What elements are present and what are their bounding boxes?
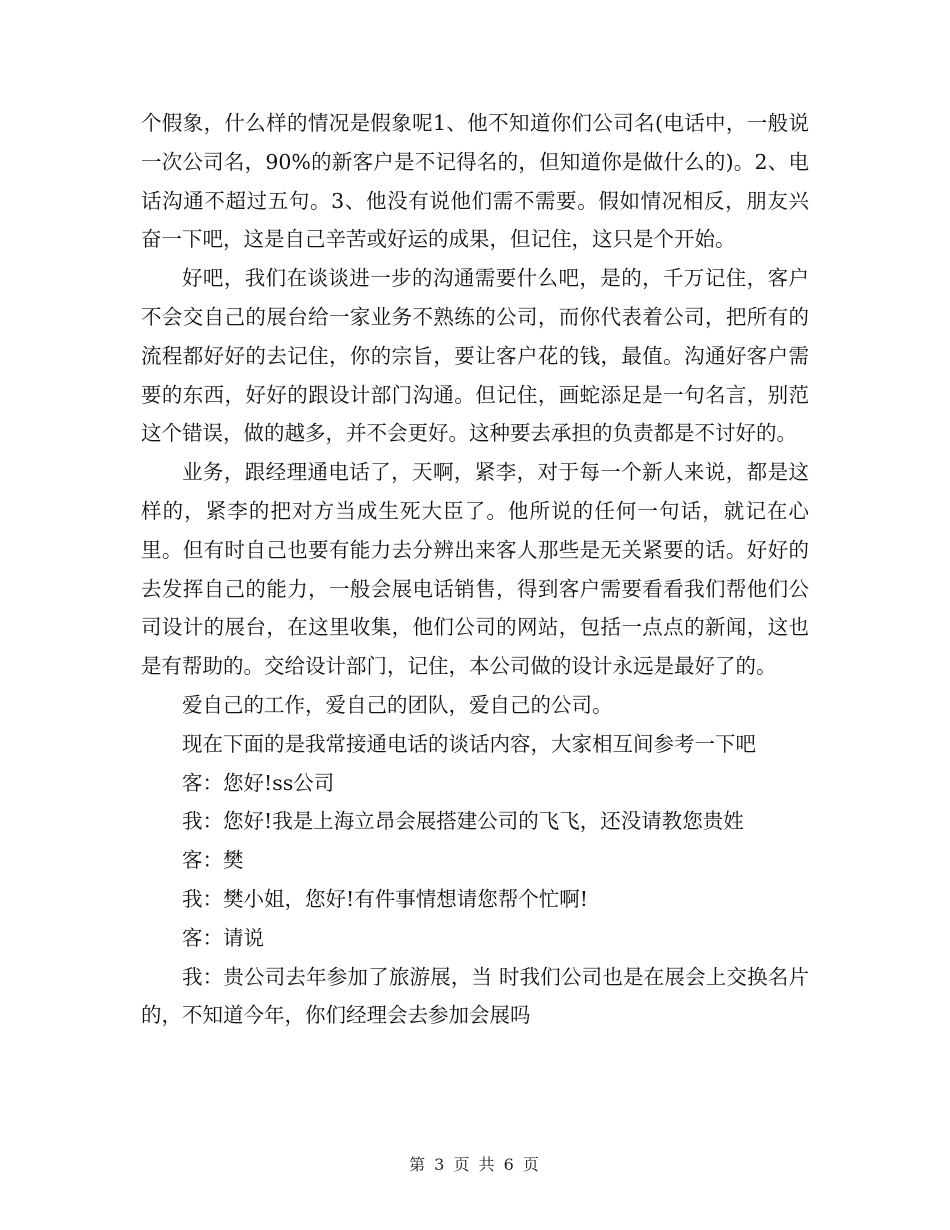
document-body xyxy=(141,104,809,1035)
dialogue-line-2: 我：您好!我是上海立昂会展搭建公司的飞飞，还没请教您贵姓 xyxy=(182,809,744,834)
page-number-footer: 第 3 页 共 6 页 xyxy=(409,1155,541,1174)
dialogue-line-5: 客：请说 xyxy=(182,925,264,950)
dialogue-line-4: 我：樊小姐，您好!有件事情想请您帮个忙啊! xyxy=(182,886,588,911)
paragraph-5: 现在下面的是我常接通电话的谈话内容，大家相互间参考一下吧 xyxy=(182,731,756,756)
dialogue-line-1: 客：您好!ss公司 xyxy=(182,770,335,795)
dialogue-line-6: 我：贵公司去年参加了旅游展，当 时我们公司也是在展会上交换名片的，不知道今年，你们经理会去参加会展吗 xyxy=(141,964,809,1028)
paragraph-3: 业务，跟经理通电话了，天啊，紧李，对于每一个新人来说，都是这样的，紧李的把对方当成生死大臣了。他所说的任何一句话，就记在心里。但有时自己也要有能力去分辨出来客人那些是无关紧要的话。好好的去发挥自己的能力，一般会展电话销售，得到客户需要看看我们帮他们公司设计的展台，在这里收集，他们公司的网站，包括一点点的新闻，这也是有帮助的。交给设计部门，记住，本公司做的设计永远是最好了的。 xyxy=(141,460,809,679)
dialogue-line-3: 客：樊 xyxy=(182,848,244,873)
paragraph-1: 个假象，什么样的情况是假象呢1、他不知道你们公司名(电话中，一般说一次公司名，90%的新客户是不记得名的，但知道你是做什么的)。2、电话沟通不超过五句。3、他没有说他们需不需要。假如情况相反，朋友兴奋一下吧，这是自己辛苦或好运的成果，但记住，这只是个开始。 xyxy=(141,111,809,252)
paragraph-2: 好吧，我们在谈谈进一步的沟通需要什么吧，是的，千万记住，客户不会交自己的展台给一家业务不熟练的公司，而你代表着公司，把所有的流程都好好的去记住，你的宗旨，要让客户花的钱，最值。沟通好客户需要的东西，好好的跟设计部门沟通。但记住，画蛇添足是一句名言，别范这个错误，做的越多，并不会更好。这种要去承担的负责都是不讨好的。 xyxy=(141,266,809,446)
paragraph-4: 爱自己的工作，爱自己的团队，爱自己的公司。 xyxy=(182,692,613,717)
